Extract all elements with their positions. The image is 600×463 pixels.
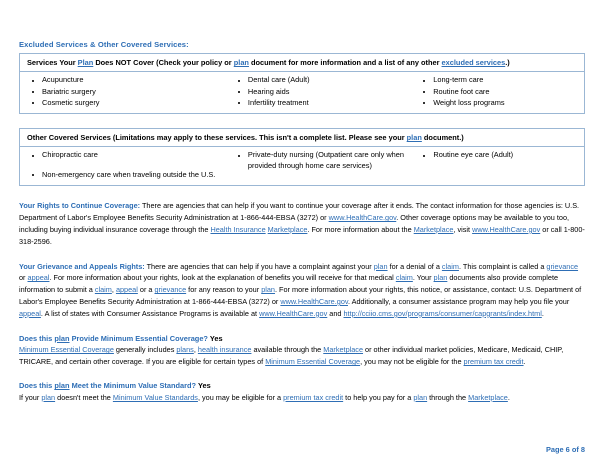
text: Does this: [19, 333, 55, 343]
plans-link[interactable]: plans: [176, 345, 194, 355]
rights-paragraph: [19, 200, 585, 247]
text: Meet the Minimum Value Standard?: [69, 381, 198, 391]
list-item: Bariatric surgery: [22, 87, 224, 98]
list-item: Private-duty nursing (Outpatient care only when provided through home care services): [228, 150, 410, 171]
grievance-link[interactable]: grievance: [154, 285, 187, 295]
other-column-1: [20, 147, 226, 186]
grievance-heading: Your Grievance and Appeals Rights:: [19, 261, 145, 271]
mec-answer: Yes: [209, 333, 223, 343]
minimum-essential-coverage-section: [19, 333, 585, 368]
other-covered-services-table: [19, 128, 585, 186]
list-item: Hearing aids: [228, 87, 409, 98]
table-body-row: [20, 147, 585, 186]
grievance-and-appeals-section: [19, 261, 585, 320]
mec-paragraph: [19, 344, 585, 368]
mvs-question: [19, 380, 585, 392]
list-item: Infertility treatment: [228, 98, 409, 109]
excluded-services-header-cell: [20, 54, 585, 72]
excluded-column-3: [411, 72, 584, 114]
plan-link[interactable]: plan: [433, 273, 448, 283]
text: available through the: [251, 345, 324, 355]
header-text-4: .): [505, 58, 510, 68]
plan-link[interactable]: plan: [406, 133, 422, 143]
other-column-3: [411, 147, 584, 186]
text: . Additionally, a consumer assistance program may help you file your: [347, 296, 570, 306]
excluded-column-2: [226, 72, 411, 114]
table-body-row: [20, 72, 585, 114]
text: , you may not be eligible for the: [360, 357, 464, 367]
text: or call 1-800-318-2596.: [19, 224, 585, 246]
text: to help you pay for a: [343, 392, 414, 402]
other-list-3: [413, 150, 582, 161]
list-item: Routine foot care: [413, 87, 582, 98]
text: .: [507, 392, 510, 402]
grievance-link[interactable]: grievance: [546, 261, 579, 271]
text: through the: [427, 392, 469, 402]
excluded-services-table: [19, 53, 585, 114]
list-item: Chiropractic care: [22, 150, 224, 161]
claim-link[interactable]: claim: [441, 261, 459, 271]
premium-tax-credit-link[interactable]: premium tax credit: [463, 357, 524, 367]
minimum-value-standard-section: [19, 380, 585, 404]
minimum-essential-coverage-link[interactable]: Minimum Essential Coverage: [19, 345, 114, 355]
text: or a: [137, 285, 155, 295]
rights-heading: Your Rights to Continue Coverage:: [19, 201, 141, 211]
header-text-1: Services Your: [27, 58, 78, 68]
excluded-list-1: [22, 75, 224, 108]
plan-link[interactable]: plan: [54, 333, 70, 343]
header-text-2: document.): [421, 133, 464, 143]
marketplace-link[interactable]: Marketplace: [323, 345, 364, 355]
grievance-paragraph: [19, 261, 585, 320]
claim-link[interactable]: claim: [395, 273, 413, 283]
list-item: Non-emergency care when traveling outside the U.S.: [22, 170, 224, 181]
healthcare-gov-link[interactable]: www.HealthCare.gov: [328, 213, 397, 223]
header-text-1: Other Covered Services (Limitations may apply to these services. This isn't a complete list. Please see your: [27, 133, 407, 143]
plan-link[interactable]: plan: [373, 261, 388, 271]
text: Does this: [19, 381, 55, 391]
health-insurance-link[interactable]: Health Insurance: [210, 224, 266, 234]
text: .: [541, 308, 544, 318]
text: There are agencies that can help if you have a complaint against your: [144, 261, 374, 271]
other-column-2: [226, 147, 412, 186]
rights-to-continue-coverage-section: [19, 200, 585, 247]
text: , you may be eligible for a: [197, 392, 284, 402]
list-item: Weight loss programs: [413, 98, 582, 109]
marketplace-link[interactable]: Marketplace: [267, 224, 308, 234]
excluded-list-2: [228, 75, 409, 108]
text: or: [19, 273, 28, 283]
minimum-value-standards-link[interactable]: Minimum Value Standards: [112, 392, 198, 402]
table-header-row: [20, 54, 585, 72]
text: or other individual market policies, Medicare, Medicaid, CHIP, TRICARE, and certain other coverage. If you are eligible for certain types of: [19, 345, 564, 367]
marketplace-link[interactable]: Marketplace: [413, 224, 454, 234]
text: .: [523, 357, 526, 367]
text: . For more information about the: [307, 224, 414, 234]
mvs-paragraph: [19, 392, 585, 404]
text: for a denial of a: [387, 261, 442, 271]
list-item: Cosmetic surgery: [22, 98, 224, 109]
excluded-column-1: [20, 72, 226, 114]
text: generally includes: [113, 345, 177, 355]
marketplace-link[interactable]: Marketplace: [468, 392, 508, 402]
text: doesn't meet the: [55, 392, 113, 402]
minimum-essential-coverage-link[interactable]: Minimum Essential Coverage: [265, 357, 361, 367]
premium-tax-credit-link[interactable]: premium tax credit: [283, 392, 344, 402]
healthcare-gov-link[interactable]: www.HealthCare.gov: [259, 308, 328, 318]
other-list-1: [22, 150, 224, 180]
text: . Your: [412, 273, 434, 283]
text: If your: [19, 392, 42, 402]
appeal-link[interactable]: appeal: [27, 273, 50, 283]
excluded-services-link[interactable]: excluded services: [441, 58, 506, 68]
text: and: [327, 308, 344, 318]
header-text-2: Does NOT Cover (Check your policy or: [93, 58, 234, 68]
other-services-header-cell: [20, 129, 585, 147]
plan-link[interactable]: plan: [413, 392, 428, 402]
page-footer: Page 6 of 8: [545, 445, 585, 454]
header-text-3: document for more information and a list of any other: [248, 58, 442, 68]
list-item: Acupuncture: [22, 75, 224, 86]
table-header-row: [20, 129, 585, 147]
text: , visit: [453, 224, 473, 234]
page-title: Excluded Services & Other Covered Services:: [19, 40, 189, 49]
text: . A list of states with Consumer Assistance Programs is available at: [40, 308, 260, 318]
plan-link[interactable]: plan: [41, 392, 56, 402]
health-insurance-link[interactable]: health insurance: [197, 345, 252, 355]
claim-link[interactable]: claim: [94, 285, 112, 295]
other-list-2: [228, 150, 410, 171]
text: . For more information about your rights, this notice, or assistance, contact: U.S. Department of Labor's Employee Benefits Security Administration at 1-866-444-EBSA (3272) or: [19, 285, 582, 306]
text: ,: [111, 285, 116, 295]
plan-link[interactable]: plan: [54, 381, 70, 391]
list-item: Long-term care: [413, 75, 582, 86]
text: for any reason to your: [186, 285, 262, 295]
plan-link[interactable]: plan: [261, 285, 275, 295]
text: Provide Minimum Essential Coverage?: [69, 333, 210, 343]
text: . For more information about your rights, look at the explanation of benefits you will receive for that medical: [49, 273, 396, 283]
text: . Other coverage options may be available to you too, including buying individual insurance coverage through the: [19, 213, 570, 234]
text: documents also provide complete information to submit a: [19, 273, 559, 295]
list-item: Dental care (Adult): [228, 75, 409, 86]
plan-link[interactable]: Plan: [77, 58, 94, 68]
healthcare-gov-link[interactable]: www.HealthCare.gov: [280, 296, 348, 306]
excluded-list-3: [413, 75, 582, 108]
healthcare-gov-link[interactable]: www.HealthCare.gov: [472, 224, 541, 234]
mvs-answer: Yes: [197, 381, 211, 391]
text: ,: [193, 345, 198, 355]
appeal-link[interactable]: appeal: [115, 285, 138, 295]
text: There are agencies that can help if you want to continue your coverage after it ends. The contact information for those agencies is: U.S. Department of Labor's Employee Benefits Security Administration at 1-866-444-EBSA (3272) or: [19, 201, 580, 223]
list-item: Routine eye care (Adult): [413, 150, 582, 161]
text: . This complaint is called a: [458, 261, 547, 271]
cciio-cms-gov-link[interactable]: http://cciio.cms.gov/programs/consumer/capgrants/index.html: [343, 308, 542, 318]
mec-question: [19, 333, 585, 345]
appeal-link[interactable]: appeal: [19, 308, 41, 318]
plan-link[interactable]: plan: [233, 58, 249, 68]
